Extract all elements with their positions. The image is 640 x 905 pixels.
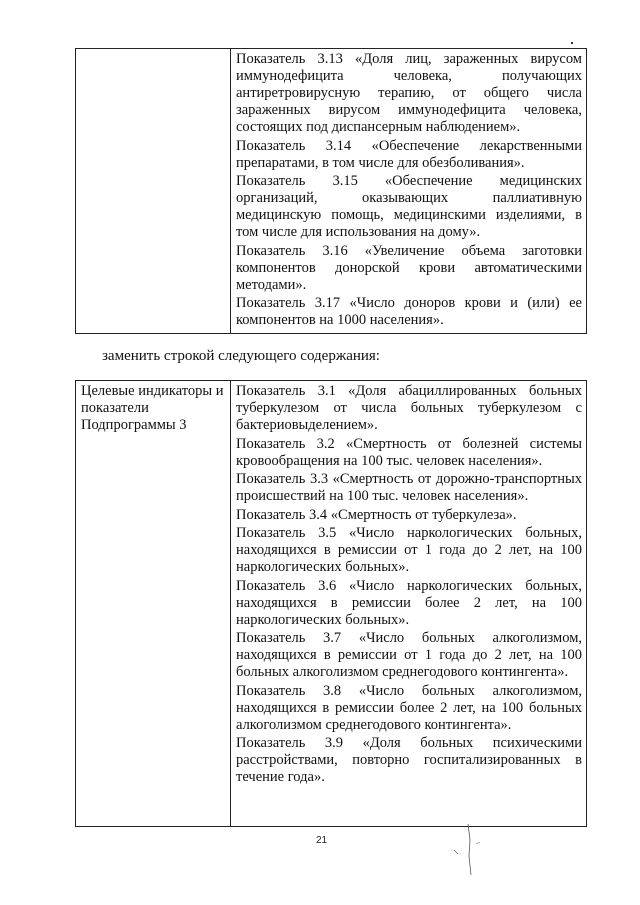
indicator-3-14: Показатель 3.14 «Обеспечение лекарственными препаратами, в том числе для обезболивания». — [236, 137, 582, 171]
page-number: 21 — [316, 835, 328, 846]
scan-dot — [571, 42, 573, 44]
indicator-3-2: Показатель 3.2 «Смертность от болезней системы кровообращения на 100 тыс. человек населения». — [236, 435, 582, 469]
indicator-3-6: Показатель 3.6 «Число наркологических больных, находящихся в ремиссии более 2 лет, на 100 наркологических больных». — [236, 577, 582, 628]
indicator-3-15: Показатель 3.15 «Обеспечение медицинских организаций, оказывающих паллиативную медицинскую помощь, медицинскими изделиями, в том числе для использования на дому». — [236, 173, 582, 240]
indicator-3-7: Показатель 3.7 «Число больных алкоголизмом, находящихся в ремиссии от 1 года до 2 лет, на 100 больных алкоголизмом среднегодового контингента». — [236, 630, 582, 680]
table-left-cell-empty — [76, 49, 231, 334]
indicator-3-3: Показатель 3.3 «Смертность от дорожно-транспортных происшествий на 100 тыс. человек населения». — [236, 471, 582, 504]
indicator-3-9: Показатель 3.9 «Доля больных психическими расстройствами, повторно госпитализированных в течение года». — [236, 735, 582, 785]
indicator-3-17: Показатель 3.17 «Число доноров крови и (или) ее компонентов на 1000 населения». — [236, 295, 582, 328]
indicators-table-new — [75, 380, 587, 827]
table-row — [76, 381, 587, 827]
table-row — [76, 49, 587, 334]
table-left-cell-title: Целевые индикаторы и показатели Подпрограммы 3 — [76, 381, 231, 827]
indicators-cell — [231, 381, 587, 827]
indicator-3-13: Показатель 3.13 «Доля лиц, зараженных вирусом иммунодефицита человека, получающих антиретровирусную терапию, от общего числа зараженных вирусом иммунодефицита человека, состоящих под диспансерным наблюдением». — [236, 51, 582, 135]
replace-instruction: заменить строкой следующего содержания: — [102, 348, 380, 364]
indicator-3-4: Показатель 3.4 «Смертность от туберкулеза». — [236, 506, 517, 523]
indicator-3-8: Показатель 3.8 «Число больных алкоголизмом, находящихся в ремиссии более 2 лет, на 100 больных алкоголизмом среднегодового контингента». — [236, 682, 582, 733]
scan-mark-icon — [440, 820, 500, 880]
indicator-3-16: Показатель 3.16 «Увеличение объема заготовки компонентов донорской крови автоматическими методами». — [236, 242, 582, 293]
indicators-table-continued — [75, 48, 587, 334]
indicator-3-5: Показатель 3.5 «Число наркологических больных, находящихся в ремиссии от 1 года до 2 лет, на 100 наркологических больных». — [236, 525, 582, 575]
indicators-cell — [231, 49, 587, 334]
indicator-3-1: Показатель 3.1 «Доля абациллированных больных туберкулезом от числа больных туберкулезом с бактериовыделением». — [236, 383, 582, 433]
